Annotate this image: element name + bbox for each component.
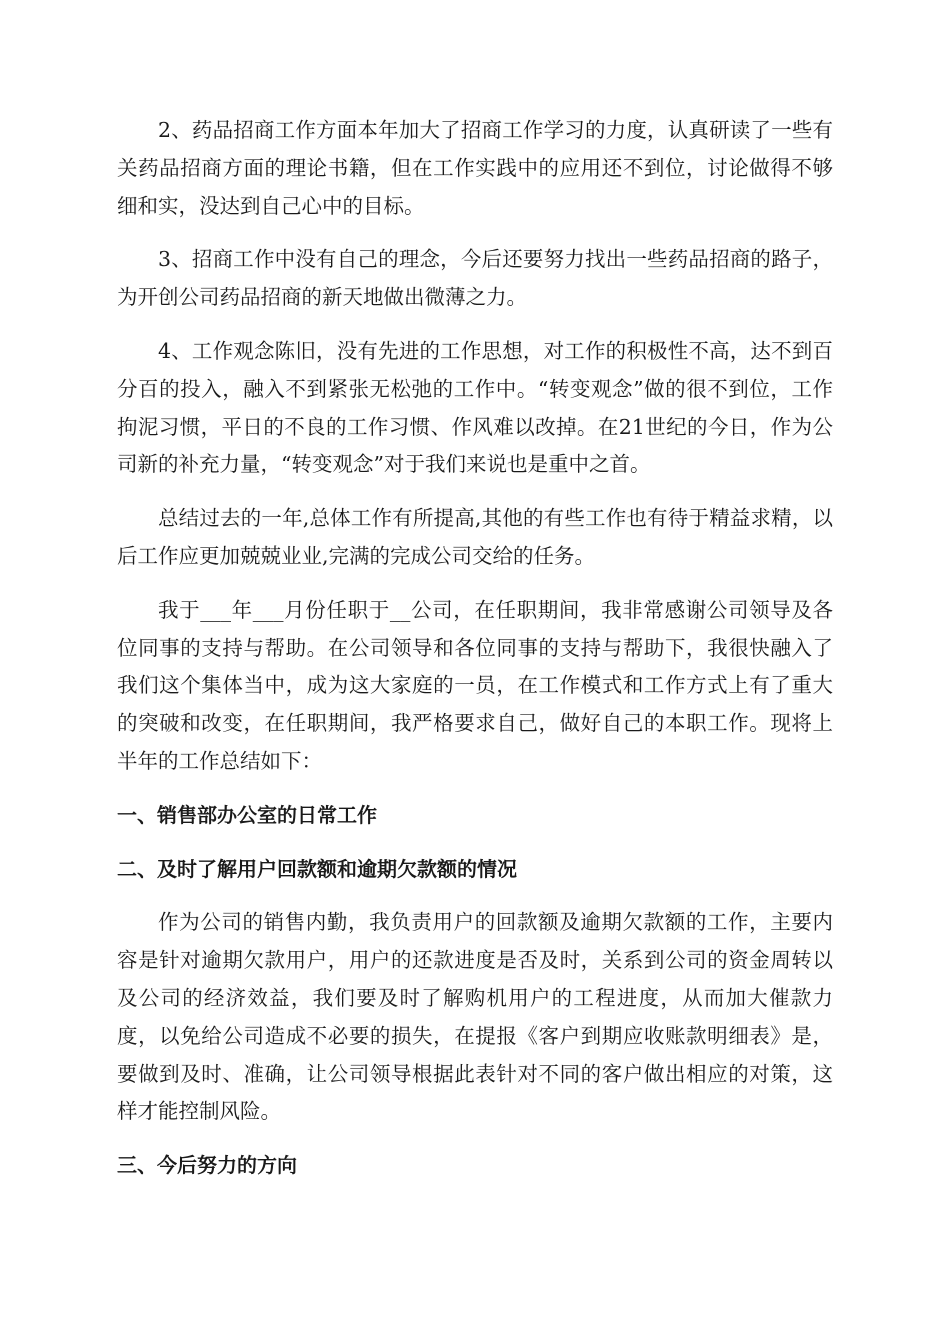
section-heading-2: 二、及时了解用户回款额和逾期欠款额的情况	[117, 856, 517, 881]
paragraph-item-2: 2、药品招商工作方面本年加大了招商工作学习的力度，认真研读了一些有关药品招商方面的理论书籍，但在工作实践中的应用还不到位，讨论做得不够细和实，没达到自己心中的目标。	[117, 118, 833, 218]
paragraph-item-3: 3、招商工作中没有自己的理念，今后还要努力找出一些药品招商的路子，为开创公司药品招商的新天地做出微薄之力。	[117, 247, 833, 310]
paragraph-item-4: 4、工作观念陈旧，没有先进的工作思想，对工作的积极性不高，达不到百分百的投入，融入不到紧张无松弛的工作中。“转变观念”做的很不到位，工作拘泥习惯，平日的不良的工作习惯、作风难以改掉。在21世纪的今日，作为公司新的补充力量，“转变观念”对于我们来说也是重中之首。	[117, 338, 833, 477]
paragraph-intro: 我于___年___月份任职于__公司，在任职期间，我非常感谢公司领导及各位同事的支持与帮助。在公司领导和各位同事的支持与帮助下，我很快融入了我们这个集体当中，成为这大家庭的一员，在工作模式和工作方式上有了重大的突破和改变，在任职期间，我严格要求自己，做好自己的本职工作。现将上半年的工作总结如下：	[117, 597, 833, 773]
paragraph-summary: 总结过去的一年,总体工作有所提高,其他的有些工作也有待于精益求精，以后工作应更加兢兢业业,完满的完成公司交给的任务。	[117, 506, 833, 568]
section-heading-3: 三、今后努力的方向	[117, 1153, 297, 1178]
paragraph-payment-tracking: 作为公司的销售内勤，我负责用户的回款额及逾期欠款额的工作，主要内容是针对逾期欠款用户，用户的还款进度是否及时，关系到公司的资金周转以及公司的经济效益，我们要及时了解购机用户的工程进度，从而加大催款力度，以免给公司造成不必要的损失，在提报《客户到期应收账款明细表》是，要做到及时、准确，让公司领导根据此表针对不同的客户做出相应的对策，这样才能控制风险。	[117, 910, 833, 1124]
section-heading-1: 一、销售部办公室的日常工作	[117, 802, 377, 827]
